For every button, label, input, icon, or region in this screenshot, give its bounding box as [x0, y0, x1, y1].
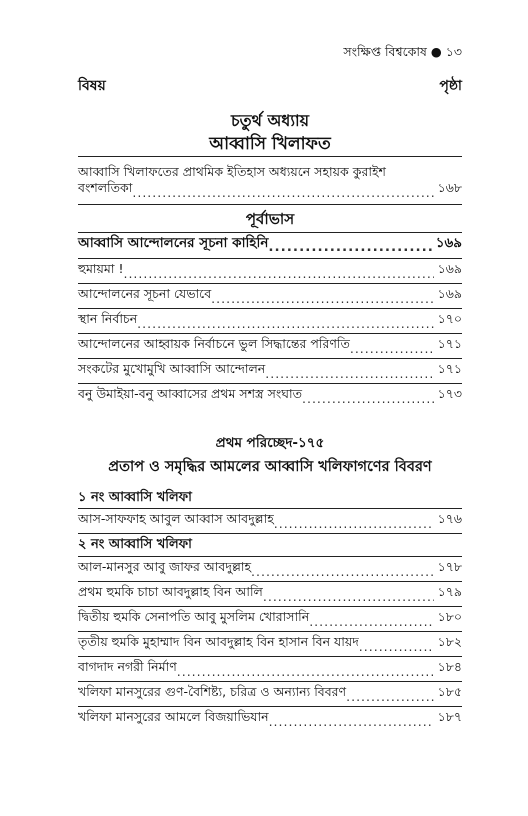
entry-page: ১৬৮ — [437, 180, 462, 195]
leader-dots — [350, 341, 434, 356]
leader-dots — [359, 639, 434, 654]
entry-page: ১৬৯ — [437, 261, 462, 276]
entry-title: সংকটের মুখোমুখি আব্বাসি আন্দোলন — [78, 361, 266, 376]
leader-dots — [251, 564, 434, 579]
leader-dots — [274, 516, 434, 531]
intro-entry — [78, 178, 462, 200]
entry-title: আল-মানসুর আবু জাফর আবদুল্লাহ — [78, 559, 252, 574]
leader-dots — [265, 366, 433, 381]
caliph-entry — [78, 582, 462, 604]
entry-page: ১৭৩ — [437, 386, 462, 401]
entry-page: ১৬৯ — [435, 235, 462, 251]
caliph-entry — [78, 509, 462, 531]
intro-entry-line1: আব্বাসি খিলাফতের প্রাথমিক ইতিহাস অধ্যয়নে সহায়ক কুরাইশ — [78, 164, 386, 179]
entry-page: ১৮৫ — [437, 684, 462, 699]
prelude-entry — [78, 334, 462, 356]
leader-dots — [268, 239, 431, 255]
divider — [78, 533, 462, 534]
prelude-entry — [78, 359, 462, 381]
chapter-number: চতুর্থ অধ্যায় — [230, 111, 310, 130]
entry-title: খলিফা মানসুরের আমলে বিজয়াভিযান — [78, 709, 269, 724]
caliph-entry — [78, 707, 462, 729]
entry-title: হুমায়মা ! — [78, 261, 124, 276]
leader-dots — [309, 614, 433, 629]
prelude-entry — [78, 233, 462, 255]
divider — [78, 156, 462, 157]
leader-dots — [269, 714, 434, 729]
entry-title: খলিফা মানসুরের গুণ-বৈশিষ্ট্য, চরিত্র ও অন্যান্য বিবরণ — [78, 684, 347, 699]
leader-dots — [177, 664, 434, 679]
entry-page: ১৭৯ — [437, 584, 462, 599]
prelude-title: পূর্বাভাস — [245, 210, 295, 228]
leader-dots — [137, 316, 433, 331]
caliph1-heading: ১ নং আব্বাসি খলিফা — [78, 490, 192, 505]
entry-title: আব্বাসি আন্দোলনের সূচনা কাহিনি — [78, 235, 269, 251]
prelude-entry — [78, 259, 462, 281]
column-page-label: পৃষ্ঠা — [439, 78, 462, 94]
entry-title: দ্বিতীয় হুমকি সেনাপতি আবু মুসলিম খোরাসানি — [78, 609, 310, 624]
entry-title: প্রথম হুমকি চাচা আবদুল্লাহ বিন আলি — [78, 584, 263, 599]
prelude-entry — [78, 384, 462, 406]
section-title: প্রথম পরিচ্ছেদ-১৭৫ — [215, 435, 325, 451]
leader-dots — [263, 589, 434, 604]
entry-title: আন্দোলনের সূচনা যেভাবে — [78, 286, 212, 301]
caliph-entry — [78, 557, 462, 579]
caliph-entry — [78, 682, 462, 704]
entry-title: বাগদাদ নগরী নির্মাণ — [78, 659, 177, 674]
entry-page: ১৮৪ — [437, 659, 462, 674]
entry-page: ১৮৭ — [437, 709, 462, 724]
entry-page: ১৬৯ — [437, 286, 462, 301]
leader-dots — [346, 689, 434, 704]
leader-dots — [123, 266, 433, 281]
entry-title: বনু উমাইয়া-বনু আব্বাসের প্রথম সশস্ত্র সংঘাত — [78, 386, 302, 401]
prelude-entry — [78, 309, 462, 331]
entry-title: তৃতীয় হুমকি মুহাম্মাদ বিন আবদুল্লাহ বিন হাসান বিন যায়দ — [78, 634, 359, 649]
entry-page: ১৭৮ — [437, 559, 462, 574]
entry-title: আন্দোলনের আহ্বায়ক নির্বাচনে ভুল সিদ্ধান্তের পরিণতি — [78, 336, 350, 351]
entry-page: ১৭০ — [437, 311, 462, 326]
divider — [78, 204, 462, 205]
entry-title: স্থান নির্বাচন — [78, 311, 138, 326]
leader-dots — [302, 391, 434, 406]
entry-page: ১৭১ — [437, 361, 462, 376]
caliph2-heading: ২ নং আব্বাসি খলিফা — [78, 537, 192, 552]
entry-title: আস-সাফফাহ আবুল আব্বাস আবদুল্লাহ — [78, 511, 274, 526]
leader-dots — [132, 185, 433, 200]
caliph-entry — [78, 657, 462, 679]
caliph-entry — [78, 607, 462, 629]
entry-page: ১৭৬ — [437, 511, 462, 526]
prelude-entry — [78, 284, 462, 306]
chapter-title: আব্বাসি খিলাফত — [209, 134, 331, 154]
column-subject-label: বিষয় — [78, 78, 106, 94]
leader-dots — [211, 291, 433, 306]
entry-title: বংশলতিকা — [78, 180, 133, 195]
entry-page: ১৮০ — [437, 609, 462, 624]
caliph-entry — [78, 632, 462, 654]
entry-page: ১৮২ — [437, 634, 462, 649]
section-subtitle: প্রতাপ ও সমৃদ্ধির আমলের আব্বাসি খলিফাগণের বিবরণ — [108, 459, 432, 475]
running-header: সংক্ষিপ্ত বিশ্বকোষ ● ১৩ — [343, 44, 462, 59]
entry-page: ১৭১ — [437, 336, 462, 351]
